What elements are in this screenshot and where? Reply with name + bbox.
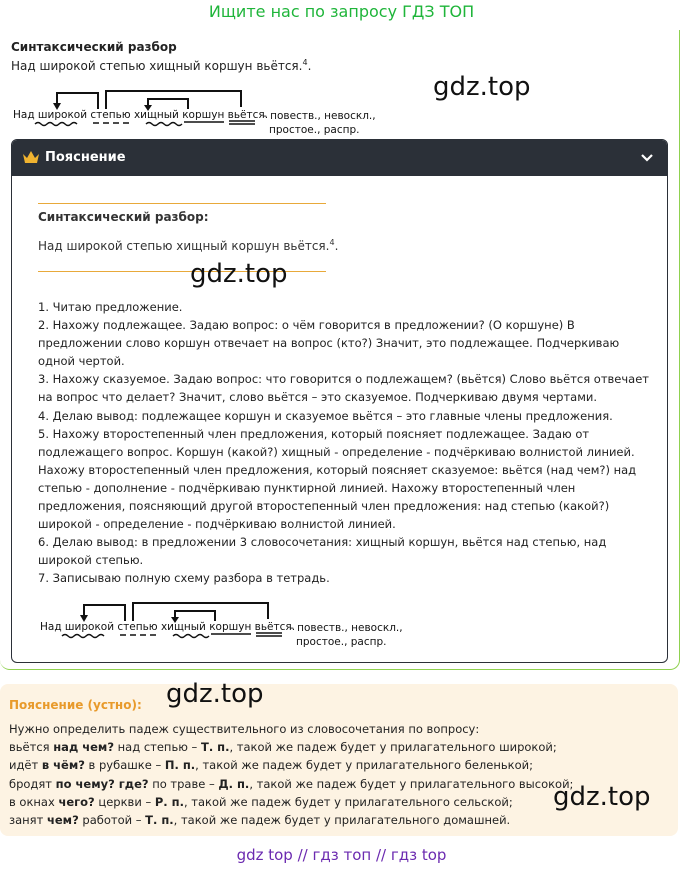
oral-title: Пояснение (устно): (9, 698, 142, 712)
watermark: gdz.top (190, 259, 288, 289)
watermark: gdz.top (553, 782, 651, 812)
steps-list (38, 298, 658, 588)
watermark: gdz.top (166, 679, 264, 709)
oral-line: занят чем? работой – Т. п., такой же падеж будет у прилагательного домашней. (9, 813, 511, 828)
step-item: 7. Записываю полную схему разбора в тетрадь. (38, 571, 330, 586)
step-item: 6. Делаю вывод: в предложении 3 словосочетания: хищный коршун, вьётся над степью, над широкой степью. (38, 535, 607, 568)
explanation-title: Пояснение (45, 150, 126, 165)
step-item: 1. Читаю предложение. (38, 300, 183, 314)
watermark: gdz.top (433, 72, 531, 102)
search-banner: Ищите нас по запросу ГДЗ ТОП (208, 2, 475, 21)
answer-title: Синтаксический разбор (11, 40, 177, 54)
footer-links[interactable]: gdz top // гдз топ // гдз top (236, 846, 447, 864)
crown-icon (22, 150, 40, 164)
scheme-description: - повеств., невоскл., простое., распр. (263, 110, 376, 136)
divider (38, 203, 326, 204)
scheme-words: Над широкой степью хищный коршун вьётся. (13, 109, 269, 121)
step-item: 5. Нахожу второстепенный член предложения, который поясняет подлежащее. Задаю от подлежащего вопрос. Коршун (какой?) хищный - определение - подчёркиваю волнистой линией. Нахожу второстепенный член предложения, который поясняет сказуемое: вьётся (над чем?) над степью - дополнение - подчёркиваю пунктирной линией. Нахожу второстепенный член предложения, поясняющий другой второстепенный член предложения: над степью (какой?) широкой - определение - подчёркиваю волнистой линией. (38, 426, 637, 532)
scheme-description: - повеств., невоскл., простое., распр. (290, 622, 403, 648)
sentence-scheme (13, 89, 376, 139)
oral-intro: Нужно определить падеж существительного из словосочетания по вопросу: (9, 722, 480, 736)
sentence-scheme (40, 601, 403, 651)
scheme-words: Над широкой степью хищный коршун вьётся. (40, 621, 296, 633)
oral-line: вьётся над чем? над степью – Т. п., такой же падеж будет у прилагательного широкой; (9, 740, 557, 755)
answer-sentence: Над широкой степью хищный коршун вьётся.$^4$. (11, 58, 312, 73)
oral-line: в окнах чего? церкви – Р. п., такой же падеж будет у прилагательного сельской; (9, 794, 513, 809)
inner-sentence: Над широкой степью хищный коршун вьётся.$^4$. (38, 238, 339, 253)
oral-line: бродят по чему? где? по траве – Д. п., такой же падеж будет у прилагательного высокой; (9, 776, 574, 791)
oral-lines (9, 720, 669, 829)
inner-title: Синтаксический разбор: (38, 210, 209, 224)
step-item: 3. Нахожу сказуемое. Задаю вопрос: что говорится о подлежащем? (вьётся) Слово вьётся отвечает на вопрос что делает? Значит, слово вьётся – это сказуемое. Подчеркиваю двумя чертами. (38, 372, 649, 405)
explanation-header[interactable] (12, 140, 667, 176)
step-item: 2. Нахожу подлежащее. Задаю вопрос: о чём говорится в предложении? (О коршуне) В предложении слово коршун отвечает на вопрос (кто?) Значит, это подлежащее. Подчеркиваю одной чертой. (38, 318, 620, 369)
step-item: 4. Делаю вывод: подлежащее коршун и сказуемое вьётся – это главные члены предложения. (38, 408, 613, 423)
chevron-down-icon[interactable] (639, 149, 655, 165)
oral-line: идёт в чём? в рубашке – П. п., такой же падеж будет у прилагательного беленькой; (9, 758, 533, 773)
